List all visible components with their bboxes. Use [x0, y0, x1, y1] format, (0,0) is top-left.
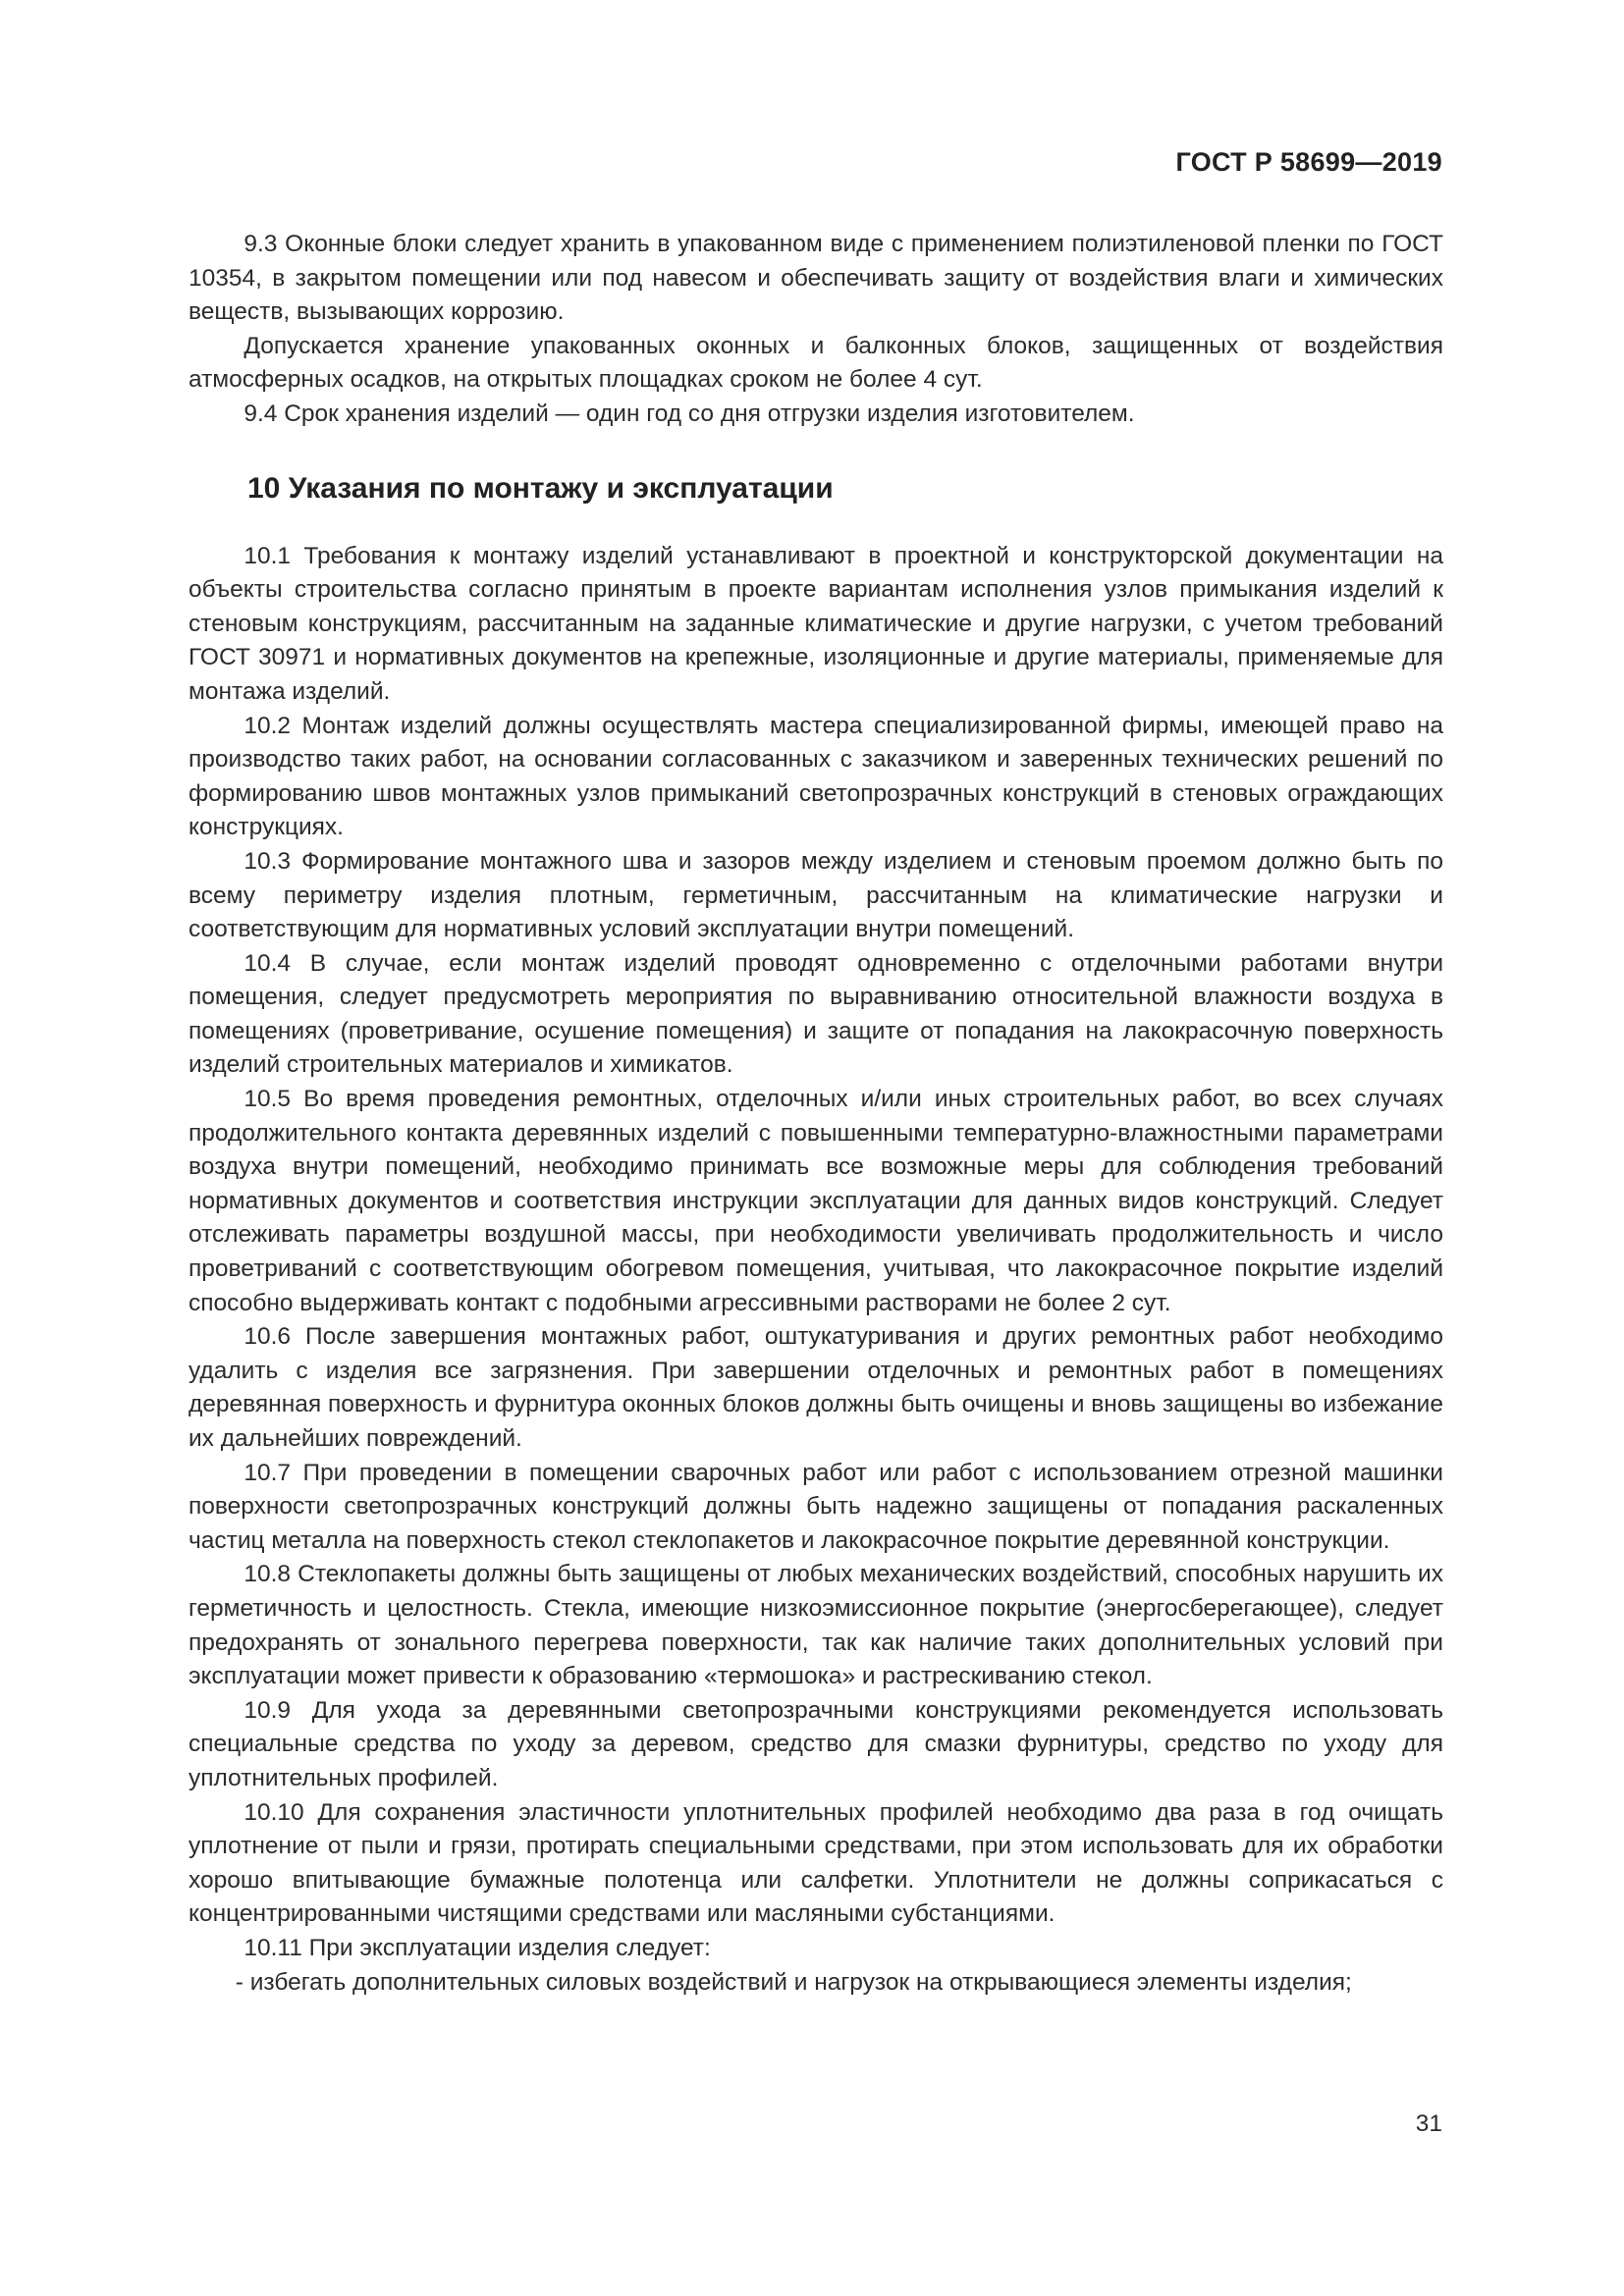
paragraph-9-3: 9.3 Оконные блоки следует хранить в упакованном виде с применением полиэтиленовой пленки по ГОСТ 10354, в закрытом помещении или под навесом и обеспечивать защиту от воздействия влаги и химических веществ, вызывающих коррозию.: [189, 231, 1443, 326]
paragraph-10-8: 10.8 Стеклопакеты должны быть защищены от любых механических воздействий, способных нарушить их герметичность и целостность. Стекла, имеющие низкоэмиссионное покрытие (энергосберегающее), следует предохранять от зонального перегрева поверхности, так как наличие таких дополнительных условий при эксплуатации может привести к образованию «термошока» и растрескиванию стекол.: [189, 1561, 1443, 1690]
page-number: 31: [1415, 2110, 1442, 2137]
section-heading-10: 10 Указания по монтажу и эксплуатации: [247, 471, 834, 505]
paragraph-9-4: 9.4 Срок хранения изделий — один год со дня отгрузки изделия изготовителем.: [244, 400, 1135, 427]
paragraph-10-2: 10.2 Монтаж изделий должны осуществлять мастера специализированной фирмы, имеющей право на производство таких работ, на основании согласованных с заказчиком и заверенных технических решений по формированию швов монтажных узлов примыканий светопрозрачных конструкций в стеновых ограждающих конструкциях.: [189, 712, 1443, 841]
document-header: ГОСТ Р 58699—2019: [1175, 147, 1442, 177]
paragraph-10-1: 10.1 Требования к монтажу изделий устанавливают в проектной и конструкторской документации на объекты строительства согласно принятым в проекте вариантам исполнения узлов примыкания изделий к стеновым конструкциям, рассчитанным на заданные климатические и другие нагрузки, с учетом требований ГОСТ 30971 и нормативных документов на крепежные, изоляционные и другие материалы, применяемые для монтажа изделий.: [189, 542, 1443, 705]
paragraph-10-9: 10.9 Для ухода за деревянными светопрозрачными конструкциями рекомендуется использовать специальные средства по уходу за деревом, средство для смазки фурнитуры, средство по уходу для уплотнительных профилей.: [189, 1696, 1443, 1791]
paragraph-10-3: 10.3 Формирование монтажного шва и зазоров между изделием и стеновым проемом должно быть по всему периметру изделия плотным, герметичным, рассчитанным на климатические нагрузки и соответствующим для нормативных условий эксплуатации внутри помещений.: [189, 847, 1443, 943]
paragraph-10-11: 10.11 При эксплуатации изделия следует:: [244, 1934, 711, 1961]
paragraph-10-5: 10.5 Во время проведения ремонтных, отделочных и/или иных строительных работ, во всех случаях продолжительного контакта деревянных изделий с повышенными температурно-влажностными параметрами воздуха внутри помещений, необходимо принимать все возможные меры для соблюдения требований нормативных документов и соответствия инструкции эксплуатации для данных видов конструкций. Следует отслеживать параметры воздушной массы, при необходимости увеличивать продолжительность и число проветриваний с соответствующим обогревом помещения, учитывая, что лакокрасочное покрытие изделий способно выдерживать контакт с подобными агрессивными растворами не более 2 сут.: [189, 1086, 1443, 1316]
paragraph-10-7: 10.7 При проведении в помещении сварочных работ или работ с использованием отрезной машинки поверхности светопрозрачных конструкций должны быть надежно защищены от попадания раскаленных частиц металла на поверхность стекол стеклопакетов и лакокрасочное покрытие деревянной конструкции.: [189, 1459, 1443, 1554]
paragraph-10-6: 10.6 После завершения монтажных работ, оштукатуривания и других ремонтных работ необходимо удалить с изделия все загрязнения. При завершении отделочных и ремонтных работ в помещениях деревянная поверхность и фурнитура оконных блоков должны быть очищены и вновь защищены во избежание их дальнейших повреждений.: [189, 1323, 1443, 1452]
document-body: [189, 228, 1443, 2000]
paragraph-10-4: 10.4 В случае, если монтаж изделий проводят одновременно с отделочными работами внутри помещения, следует предусмотреть мероприятия по выравниванию относительной влажности воздуха в помещениях (проветривание, осушение помещения) и защите от попадания на лакокрасочную поверхность изделий строительных материалов и химикатов.: [189, 949, 1443, 1079]
list-item: - избегать дополнительных силовых воздействий и нагрузок на открывающиеся элементы изделия;: [235, 1968, 1352, 1996]
paragraph-9-3-continued: Допускается хранение упакованных оконных и балконных блоков, защищенных от воздействия атмосферных осадков, на открытых площадках сроком не более 4 сут.: [189, 332, 1443, 394]
paragraph-10-10: 10.10 Для сохранения эластичности уплотнительных профилей необходимо два раза в год очищать уплотнение от пыли и грязи, протирать специальными средствами, при этом использовать для их обработки хорошо впитывающие бумажные полотенца или салфетки. Уплотнители не должны соприкасаться с концентрированными чистящими средствами или масляными субстанциями.: [189, 1798, 1443, 1928]
